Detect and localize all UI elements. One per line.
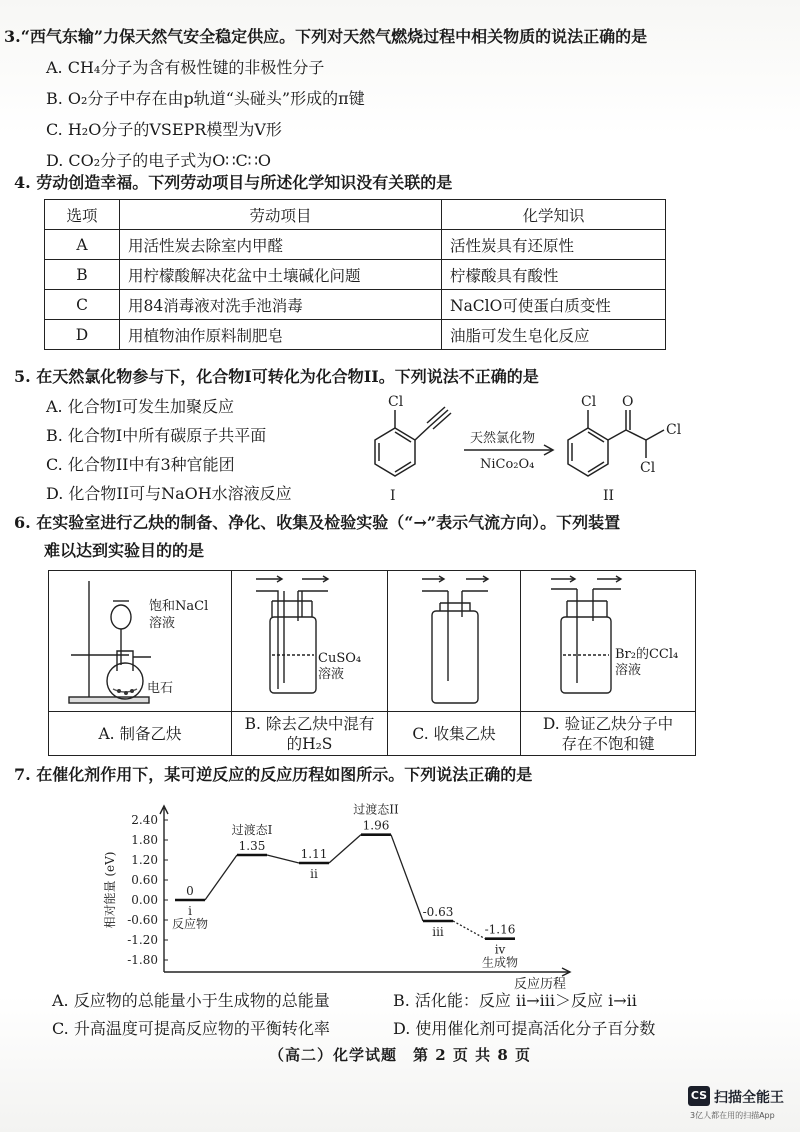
energy-connector bbox=[329, 835, 361, 863]
table-header: 化学知识 bbox=[442, 200, 666, 230]
reaction-scheme bbox=[360, 388, 690, 508]
table-cell: 用植物油作原料制肥皂 bbox=[120, 320, 442, 350]
y-tick-label: -1.80 bbox=[127, 953, 158, 967]
q5-stem: 5. 在天然氯化物参与下，化合物I可转化为化合物II。下列说法不正确的是 bbox=[14, 367, 539, 386]
compound-label-1: I bbox=[390, 488, 396, 504]
table-cell: 油脂可发生皂化反应 bbox=[442, 320, 666, 350]
y-axis-label: 相对能量 (eV) bbox=[103, 851, 117, 929]
cl-atom: Cl bbox=[388, 394, 404, 410]
energy-value-label: 1.35 bbox=[238, 839, 266, 853]
apparatus-b bbox=[232, 571, 388, 711]
q3-stem: 3.“西气东输”力保天然气安全稳定供应。下列对天然气燃烧过程中相关物质的说法正确的是 bbox=[4, 27, 648, 46]
q6-stem-line1: 6. 在实验室进行乙炔的制备、净化、收集及检验实验（“→”表示气流方向）。下列装置 bbox=[14, 513, 621, 532]
wash-bottle-drawing bbox=[232, 571, 388, 711]
q4-stem: 4. 劳动创造幸福。下列劳动项目与所述化学知识没有关联的是 bbox=[14, 173, 453, 192]
state-name-label: iii bbox=[432, 925, 444, 939]
collection-bottle-drawing bbox=[388, 571, 521, 711]
catalyst-label: NiCo₂O₄ bbox=[480, 457, 535, 472]
table-header: 劳动项目 bbox=[120, 200, 442, 230]
energy-profile-chart bbox=[100, 800, 600, 990]
apparatus-d bbox=[521, 571, 695, 711]
apparatus-a-label: 饱和NaCl bbox=[149, 599, 209, 614]
benzene-ring-2 bbox=[568, 428, 608, 476]
caption-d-line: 存在不饱和键 bbox=[561, 734, 655, 753]
watermark-subtitle: 3亿人都在用的扫描App bbox=[690, 1111, 775, 1120]
table-cell: 用柠檬酸解决花盆中土壤碱化问题 bbox=[120, 260, 442, 290]
apparatus-d-label: 溶液 bbox=[615, 663, 642, 678]
apparatus-b-label: 溶液 bbox=[318, 667, 345, 682]
table-cell: 柠檬酸具有酸性 bbox=[442, 260, 666, 290]
caption-b-line: B. 除去乙炔中混有 bbox=[244, 714, 375, 733]
q6-stem-line2: 难以达到实验目的的是 bbox=[44, 541, 205, 560]
cl-atom: Cl bbox=[666, 422, 682, 438]
caption-d bbox=[521, 711, 695, 755]
q3-option-d: D. CO₂分子的电子式为O∷C∷O bbox=[46, 151, 272, 170]
y-tick-label: -1.20 bbox=[127, 933, 158, 947]
x-axis-label: 反应历程 bbox=[513, 977, 567, 990]
table-cell: 用活性炭去除室内甲醛 bbox=[120, 230, 442, 260]
table-row bbox=[45, 320, 666, 350]
table-cell: 活性炭具有还原性 bbox=[442, 230, 666, 260]
q4-table bbox=[44, 199, 666, 350]
watermark-title: 扫描全能王 bbox=[714, 1090, 784, 1106]
q5-option-b: B. 化合物I中所有碳原子共平面 bbox=[46, 426, 267, 445]
state-caption-label: 生成物 bbox=[481, 955, 519, 970]
table-cell: C bbox=[45, 290, 120, 320]
table-cell: 用84消毒液对洗手池消毒 bbox=[120, 290, 442, 320]
q3-option-a: A. CH₄分子为含有极性键的非极性分子 bbox=[46, 58, 325, 77]
benzene-ring-1 bbox=[375, 428, 415, 476]
apparatus-d-label: Br₂的CCl₄ bbox=[615, 647, 679, 662]
o-atom: O bbox=[622, 394, 634, 410]
q7-option-c: C. 升高温度可提高反应物的平衡转化率 bbox=[52, 1019, 330, 1038]
apparatus-a-label: 电石 bbox=[147, 681, 174, 696]
table-row bbox=[45, 290, 666, 320]
energy-connector bbox=[267, 855, 299, 863]
compound-label-2: II bbox=[603, 488, 615, 504]
table-cell: A bbox=[45, 230, 120, 260]
q3-option-c: C. H₂O分子的VSEPR模型为V形 bbox=[46, 120, 282, 139]
caption-b bbox=[232, 711, 388, 755]
state-name-label: i bbox=[188, 904, 192, 918]
state-name-label: ii bbox=[310, 867, 318, 881]
table-header: 选项 bbox=[45, 200, 120, 230]
state-caption-label: 反应物 bbox=[171, 917, 209, 931]
state-name-label: iv bbox=[494, 942, 506, 957]
cl-atom: Cl bbox=[640, 460, 656, 476]
y-tick-label: -0.60 bbox=[127, 913, 158, 927]
apparatus-b-label: CuSO₄ bbox=[318, 651, 362, 666]
reagent-label: 天然氯化物 bbox=[470, 431, 536, 446]
table-row bbox=[45, 260, 666, 290]
y-tick-label: 0.00 bbox=[131, 893, 158, 907]
y-tick-label: 0.60 bbox=[131, 873, 158, 887]
apparatus-c bbox=[388, 571, 521, 711]
generator-flask-drawing bbox=[49, 571, 232, 711]
state-caption-label: 过渡态II bbox=[353, 802, 399, 817]
caption-b-line: 的H₂S bbox=[286, 734, 333, 753]
apparatus-a bbox=[49, 571, 232, 711]
q5-option-c: C. 化合物II中有3种官能团 bbox=[46, 455, 235, 474]
energy-value-label: 0 bbox=[186, 884, 194, 898]
q7-stem: 7. 在催化剂作用下，某可逆反应的反应历程如图所示。下列说法正确的是 bbox=[14, 765, 533, 784]
table-header-row bbox=[45, 200, 666, 230]
state-caption-label: 过渡态I bbox=[231, 823, 273, 837]
caption-a: A. 制备乙炔 bbox=[49, 711, 232, 755]
cl-atom: Cl bbox=[581, 394, 597, 410]
energy-value-label: 1.11 bbox=[300, 847, 328, 861]
q6-apparatus-table bbox=[48, 570, 696, 756]
energy-value-label: -1.16 bbox=[484, 922, 516, 937]
caption-d-line: D. 验证乙炔分子中 bbox=[542, 714, 674, 733]
q5-option-a: A. 化合物I可发生加聚反应 bbox=[46, 397, 235, 416]
table-cell: D bbox=[45, 320, 120, 350]
scanner-logo-icon: CS bbox=[688, 1086, 710, 1106]
energy-value-label: 1.96 bbox=[362, 818, 390, 833]
q7-option-a: A. 反应物的总能量小于生成物的总能量 bbox=[52, 991, 330, 1010]
q7-option-d: D. 使用催化剂可提高活化分子百分数 bbox=[393, 1019, 656, 1038]
energy-connector bbox=[453, 921, 485, 939]
test-bottle-drawing bbox=[521, 571, 695, 711]
q7-option-b: B. 活化能：反应 ii→iii＞反应 i→ii bbox=[393, 991, 637, 1010]
y-tick-label: 1.20 bbox=[131, 853, 158, 867]
q3-option-b: B. O₂分子中存在由p轨道“头碰头”形成的π键 bbox=[46, 89, 365, 108]
table-cell: B bbox=[45, 260, 120, 290]
q5-option-d: D. 化合物II可与NaOH水溶液反应 bbox=[46, 484, 292, 503]
page-footer: （高二）化学试题 第 2 页 共 8 页 bbox=[269, 1046, 531, 1064]
energy-connector bbox=[205, 855, 237, 900]
energy-connector bbox=[391, 835, 423, 921]
caption-c: C. 收集乙炔 bbox=[388, 711, 521, 755]
energy-value-label: -0.63 bbox=[422, 905, 454, 919]
y-tick-label: 2.40 bbox=[131, 813, 158, 827]
table-row bbox=[45, 230, 666, 260]
apparatus-a-label: 溶液 bbox=[149, 616, 176, 631]
y-tick-label: 1.80 bbox=[131, 833, 158, 847]
table-cell: NaClO可使蛋白质变性 bbox=[442, 290, 666, 320]
